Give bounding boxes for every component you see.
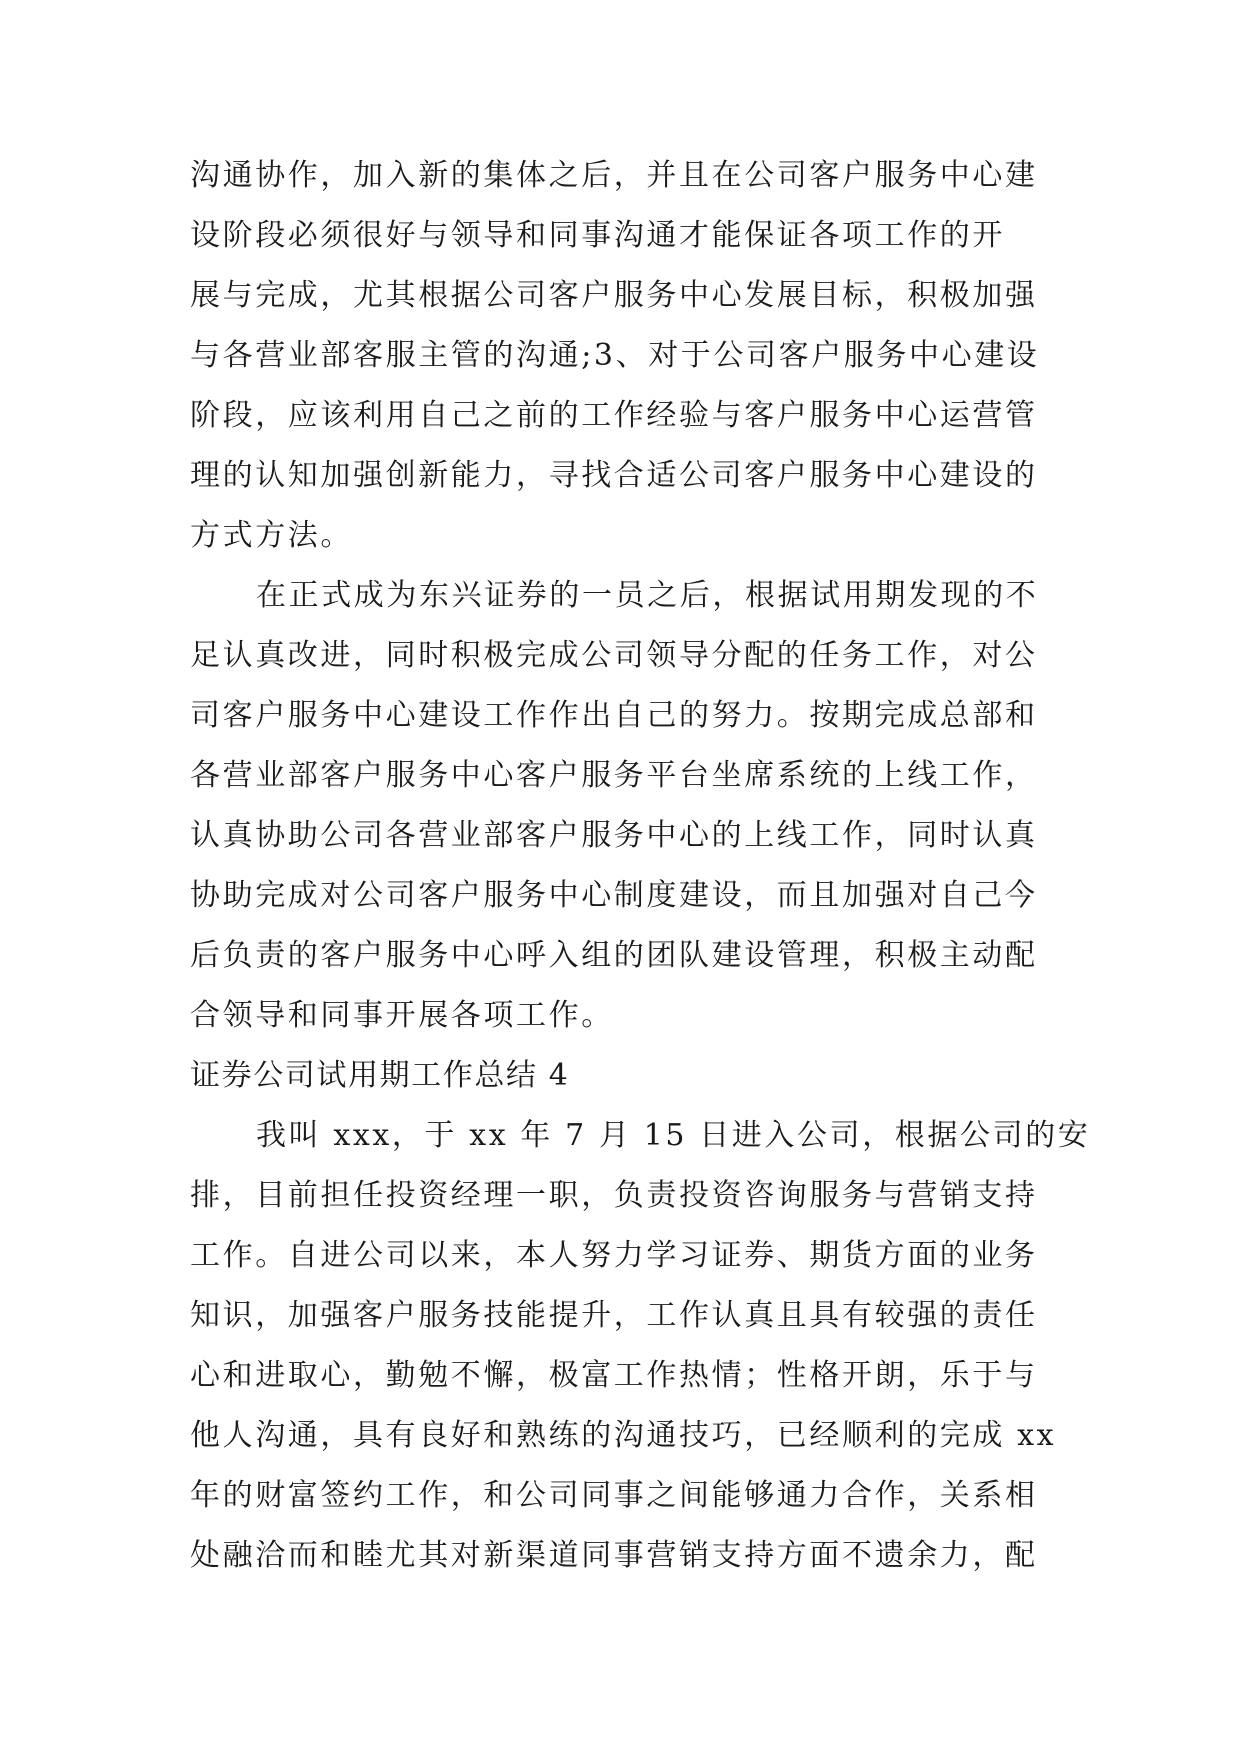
- paragraph-line: 我叫 xxx，于 xx 年 7 月 15 日进入公司，根据公司的安: [256, 1118, 1091, 1153]
- paragraph-line: 心和进取心，勤勉不懈，极富工作热情；性格开朗，乐于与: [190, 1358, 1038, 1393]
- paragraph-line: 后负责的客户服务中心呼入组的团队建设管理，积极主动配: [190, 938, 1038, 973]
- paragraph-line: 足认真改进，同时积极完成公司领导分配的任务工作，对公: [190, 638, 1038, 673]
- paragraph-line: 他人沟通，具有良好和熟练的沟通技巧，已经顺利的完成 xx: [190, 1418, 1057, 1453]
- paragraph-line: 工作。自进公司以来，本人努力学习证券、期货方面的业务: [190, 1238, 1038, 1273]
- paragraph-line: 协助完成对公司客户服务中心制度建设，而且加强对自己今: [190, 878, 1038, 913]
- paragraph-line: 年的财富签约工作，和公司同事之间能够通力合作，关系相: [190, 1478, 1038, 1513]
- paragraph-line: 方式方法。: [190, 518, 353, 553]
- paragraph-line: 与各营业部客服主管的沟通;3、对于公司客户服务中心建设: [190, 338, 1040, 373]
- paragraph-line: 合领导和同事开展各项工作。: [190, 998, 614, 1033]
- paragraph-line: 理的认知加强创新能力，寻找合适公司客户服务中心建设的: [190, 458, 1038, 493]
- paragraph-line: 处融洽而和睦尤其对新渠道同事营销支持方面不遗余力，配: [190, 1538, 1038, 1573]
- paragraph-line: 知识，加强客户服务技能提升，工作认真且具有较强的责任: [190, 1298, 1038, 1333]
- paragraph-line: 阶段，应该利用自己之前的工作经验与客户服务中心运营管: [190, 398, 1038, 433]
- paragraph-line: 在正式成为东兴证券的一员之后，根据试用期发现的不: [256, 578, 1039, 613]
- paragraph-line: 司客户服务中心建设工作作出自己的努力。按期完成总部和: [190, 698, 1038, 733]
- paragraph-line: 认真协助公司各营业部客户服务中心的上线工作，同时认真: [190, 818, 1038, 853]
- paragraph-line: 展与完成，尤其根据公司客户服务中心发展目标，积极加强: [190, 278, 1038, 313]
- paragraph-line: 设阶段必须很好与领导和同事沟通才能保证各项工作的开: [190, 218, 1005, 253]
- paragraph-line: 排，目前担任投资经理一职，负责投资咨询服务与营销支持: [190, 1178, 1038, 1213]
- paragraph-line: 沟通协作，加入新的集体之后，并且在公司客户服务中心建: [190, 158, 1038, 193]
- paragraph-line: 各营业部客户服务中心客户服务平台坐席系统的上线工作，: [190, 758, 1038, 793]
- document-body: [190, 146, 1091, 1586]
- section-heading: 证券公司试用期工作总结 4: [190, 1058, 570, 1093]
